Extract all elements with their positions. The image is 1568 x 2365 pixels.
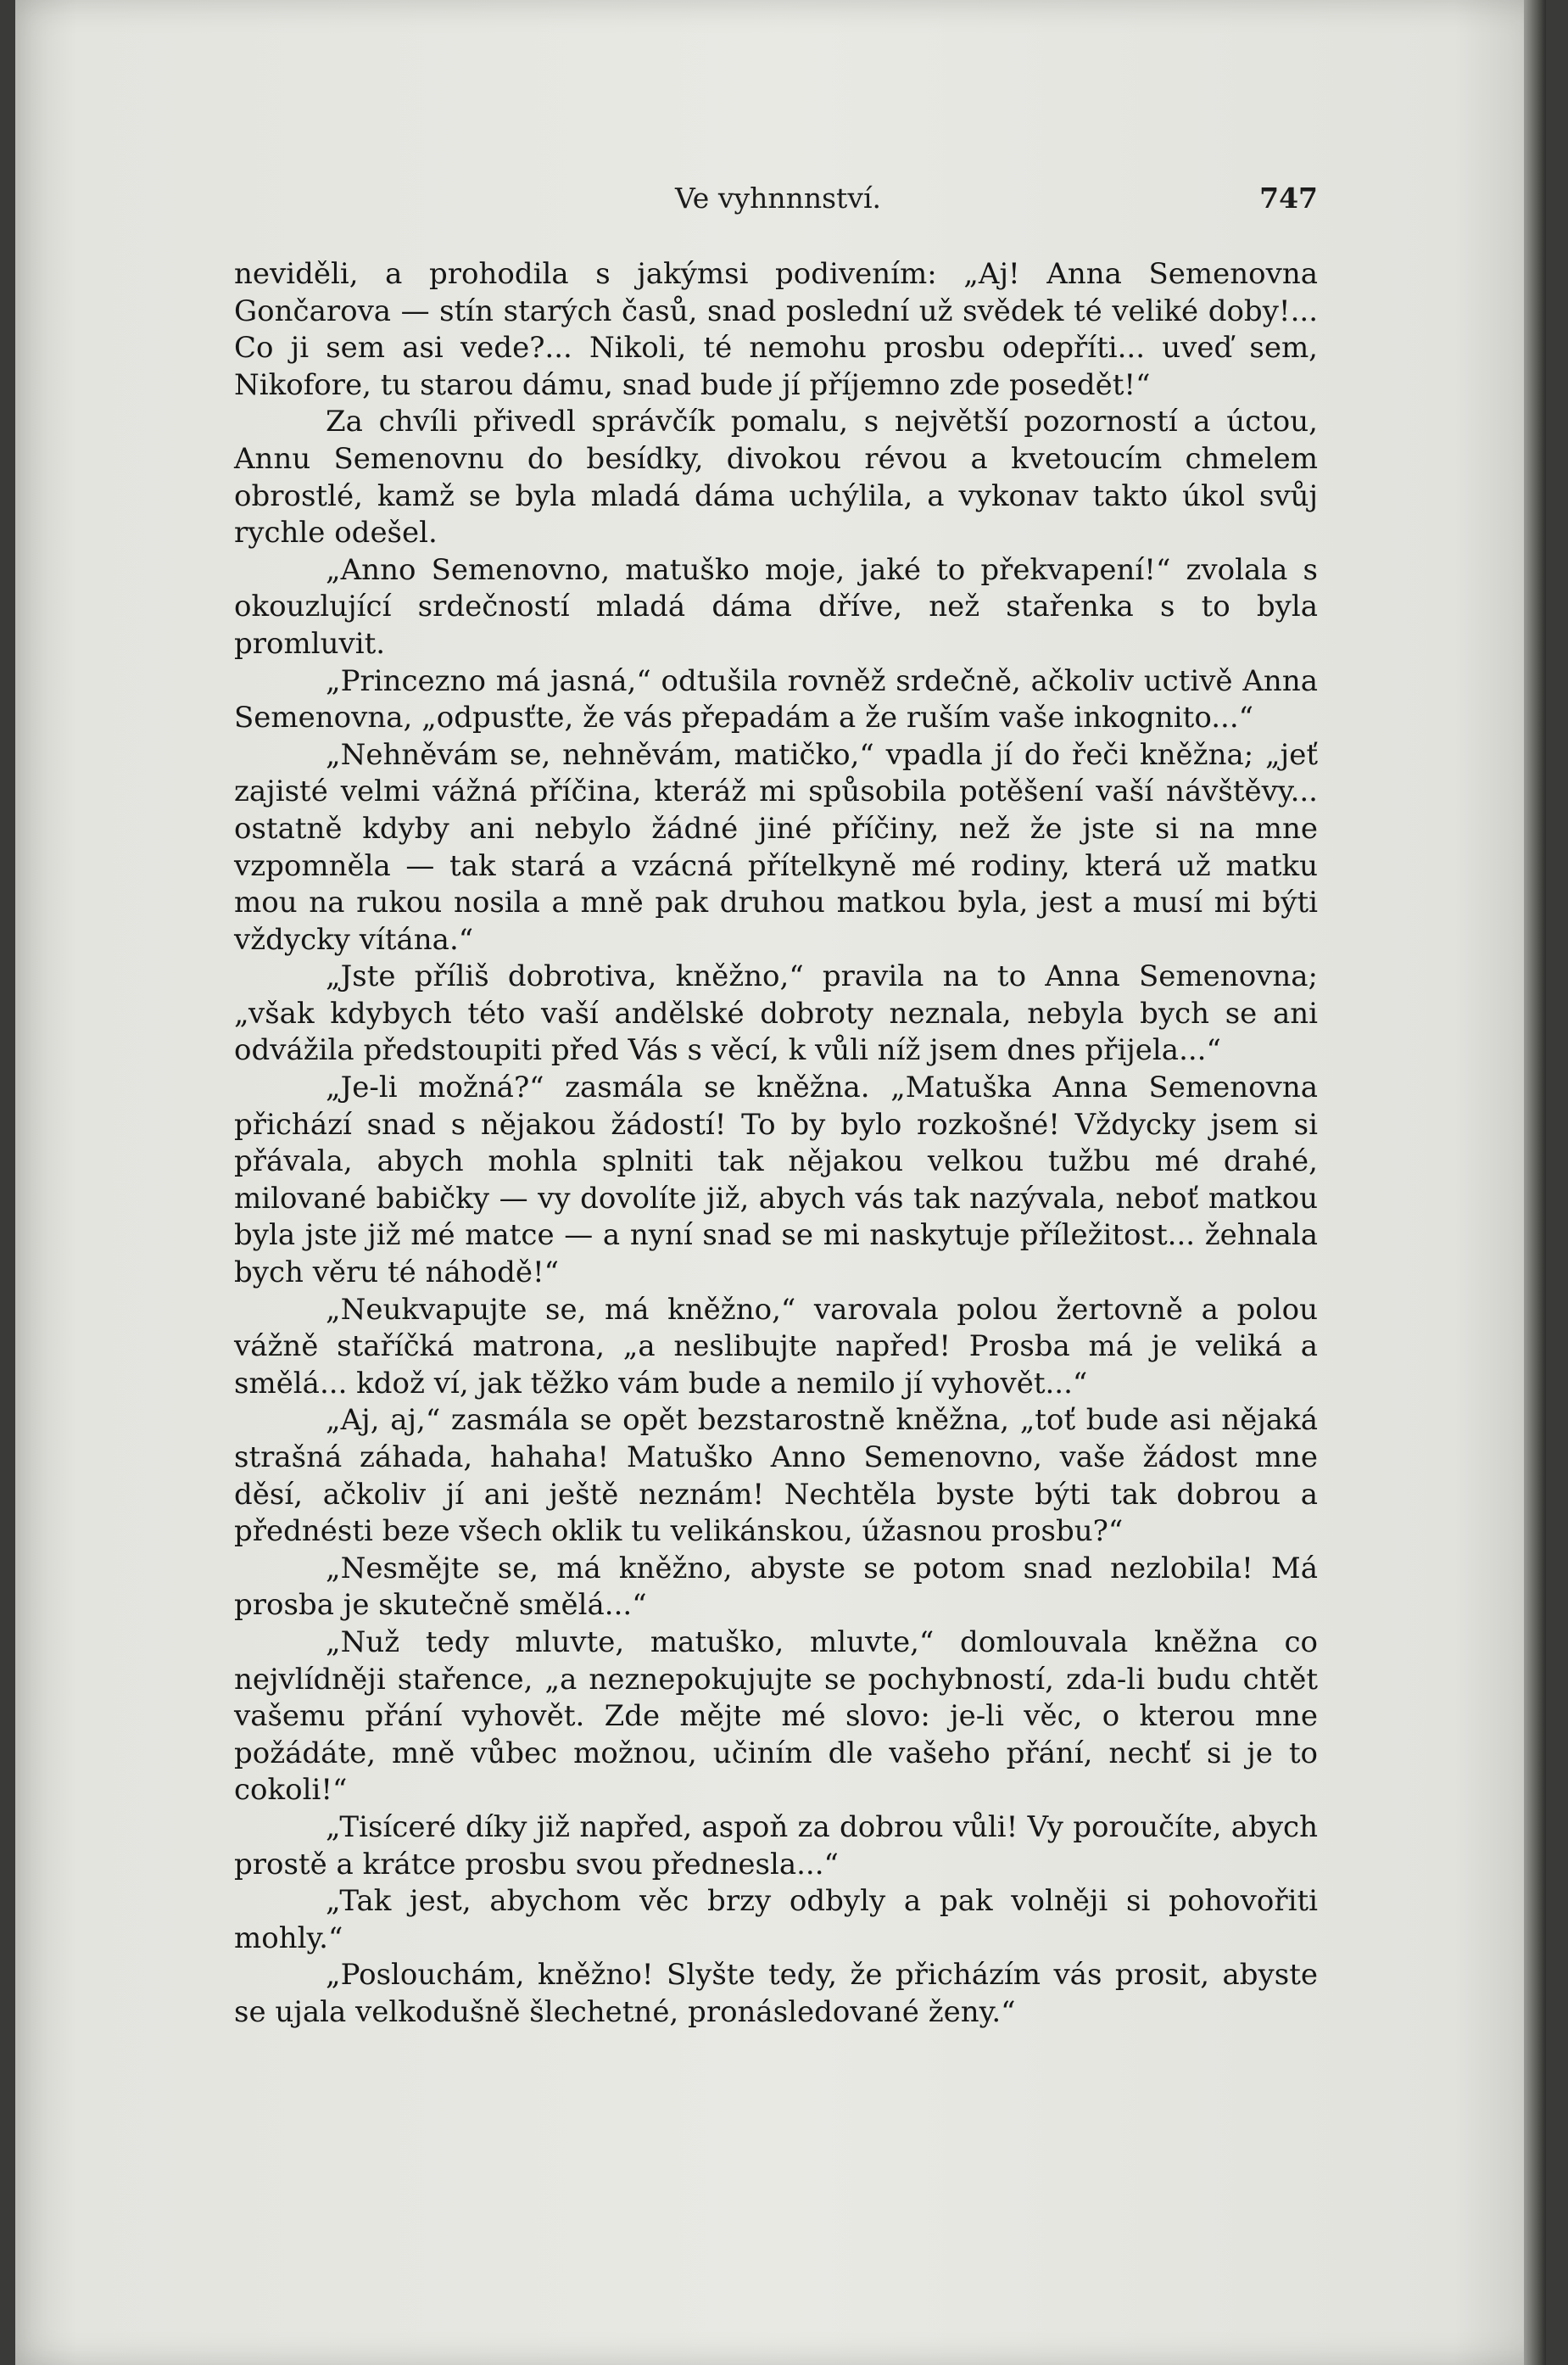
paragraph: „Je-li možná?“ zasmála se kněžna. „Matuška Anna Semenovna přichází snad s nějakou žádostí! To by bylo rozkošné! Vždycky jsem si přávala, abych mohla splniti tak nějakou velkou tužbu mé drahé, milované babičky — vy dovolíte již, abych vás tak nazývala, neboť matkou byla jste již mé matce — a nyní snad se mi naskytuje příležitost... žehnala bych věru té náhodě!“ [234, 1071, 1318, 1290]
paragraph: „Anno Semenovno, matuško moje, jaké to překvapení!“ zvolala s okouzlující srdečností mladá dáma dříve, než stařenka s to byla promluvit. [234, 552, 1318, 661]
paragraph: Za chvíli přivedl správčík pomalu, s největší pozorností a úctou, Annu Semenovnu do besídky, divokou révou a kvetoucím chmelem obrostlé, kamž se byla mladá dáma uchýlila, a vykonav takto úkol svůj rychle odešel. [234, 405, 1318, 551]
running-title: Ve vyhnnnství. [675, 182, 882, 215]
paragraph: „Nesmějte se, má kněžno, abyste se potom snad nezlobila! Má prosba je skutečně smělá...“ [234, 1551, 1318, 1623]
page-edge-shadow [1524, 0, 1546, 2365]
paragraph: „Nuž tedy mluvte, matuško, mluvte,“ domlouvala kněžna co nejvlídněji stařence, „a neznepokujujte se pochybností, zda-li budu chtět vašemu přání vyhovět. Zde mějte mé slovo: je-li věc, o kterou mne požádáte, mně vůbec možnou, učiním dle vašeho přání, nechť si je to cokoli!“ [234, 1624, 1318, 1808]
body-text [234, 256, 1318, 2032]
book-page [15, 0, 1546, 2365]
paragraph: „Princezno má jasná,“ odtušila rovněž srdečně, ačkoliv uctivě Anna Semenovna, „odpusťte, že vás přepadám a že ruším vaše inkognito...“ [234, 663, 1318, 735]
paragraph: „Jste příliš dobrotiva, kněžno,“ pravila na to Anna Semenovna; „však kdybych této vaší andělské dobroty neznala, nebyla bych se ani odvážila předstoupiti před Vás s věcí, k vůli níž jsem dnes přijela...“ [234, 959, 1318, 1068]
page-number: 747 [1259, 182, 1318, 215]
paragraph: „Poslouchám, kněžno! Slyšte tedy, že přicházím vás prosit, abyste se ujala velkodušně šlechetné, pronásledované ženy.“ [234, 1958, 1318, 2029]
page-header [217, 182, 1318, 224]
paragraph: „Tisíceré díky již napřed, aspoň za dobrou vůli! Vy poroučíte, abych prostě a krátce prosbu svou přednesla...“ [234, 1809, 1318, 1881]
paragraph: neviděli, a prohodila s jakýmsi podivením: „Aj! Anna Semenovna Gončarova — stín starých časů, snad poslední už svědek té veliké doby!... Co ji sem asi vede?... Nikoli, té nemohu prosbu odepříti... uveď sem, Nikofore, tu starou dámu, snad bude jí příjemno zde posedět!“ [234, 257, 1318, 402]
paragraph: „Neukvapujte se, má kněžno,“ varovala polou žertovně a polou vážně staříčká matrona, „a neslibujte napřed! Prosba má je veliká a smělá... kdož ví, jak těžko vám bude a nemilo jí vyhovět...“ [234, 1292, 1318, 1401]
paragraph: „Tak jest, abychom věc brzy odbyly a pak volněji si pohovořiti mohly.“ [234, 1884, 1318, 1955]
paragraph: „Aj, aj,“ zasmála se opět bezstarostně kněžna, „toť bude asi nějaká strašná záhada, hahaha! Matuško Anno Semenovno, vaše žádost mne děsí, ačkoliv jí ani ještě neznám! Nechtěla byste býti tak dobrou a přednésti beze všech oklik tu velikánskou, úžasnou prosbu?“ [234, 1403, 1318, 1549]
paragraph: „Nehněvám se, nehněvám, matičko,“ vpadla jí do řeči kněžna; „jeť zajisté velmi vážná příčina, kteráž mi spůsobila potěšení vaší návštěvy... ostatně kdyby ani nebylo žádné jiné příčiny, než že jste si na mne vzpomněla — tak stará a vzácná přítelkyně mé rodiny, která už matku mou na rukou nosila a mně pak druhou matkou byla, jest a musí mi býti vždycky vítána.“ [234, 737, 1318, 957]
